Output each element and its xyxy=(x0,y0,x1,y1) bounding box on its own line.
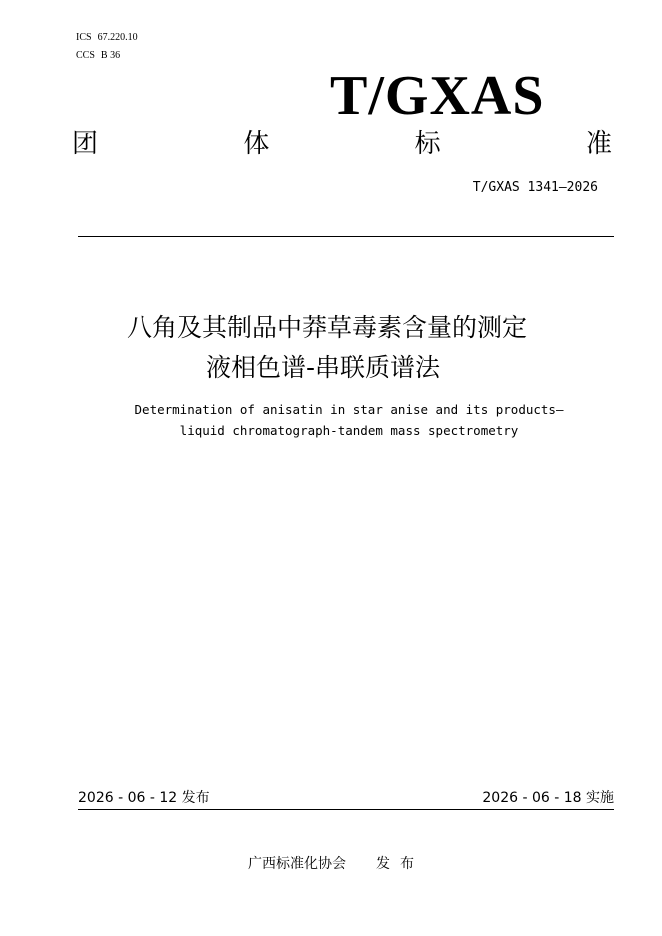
standard-logo: T/GXAS xyxy=(330,65,545,127)
bottom-divider xyxy=(78,809,614,810)
ics-classification xyxy=(76,32,138,44)
publisher-action: 发布 xyxy=(376,856,424,872)
title-english-line-2: liquid chromatograph-tandem mass spectrometry xyxy=(179,423,519,438)
ccs-classification xyxy=(76,50,120,62)
publisher xyxy=(248,854,424,874)
ics-label: ICS xyxy=(76,32,92,43)
top-divider xyxy=(78,236,614,237)
publisher-name: 广西标准化协会 xyxy=(248,856,346,872)
issue-date: 2026 - 06 - 12 发布 xyxy=(78,790,210,806)
implementation-date: 2026 - 06 - 18 实施 xyxy=(482,790,614,806)
ccs-code: B 36 xyxy=(100,50,121,61)
ccs-label: CCS xyxy=(76,50,95,61)
standard-type-char: 标 xyxy=(414,129,441,159)
title-chinese-line-2: 液相色谱-串联质谱法 xyxy=(205,353,441,382)
standard-type-char: 准 xyxy=(585,129,612,159)
standard-type-char: 团 xyxy=(72,129,99,159)
standard-number: T/GXAS 1341—2026 xyxy=(472,180,598,195)
standard-type xyxy=(72,128,612,160)
title-english-line-1: Determination of anisatin in star anise and its products— xyxy=(134,402,564,417)
ics-code: 67.220.10 xyxy=(97,32,138,43)
title-chinese-line-1: 八角及其制品中莽草毒素含量的测定 xyxy=(126,313,527,342)
standard-type-char: 体 xyxy=(243,129,270,159)
